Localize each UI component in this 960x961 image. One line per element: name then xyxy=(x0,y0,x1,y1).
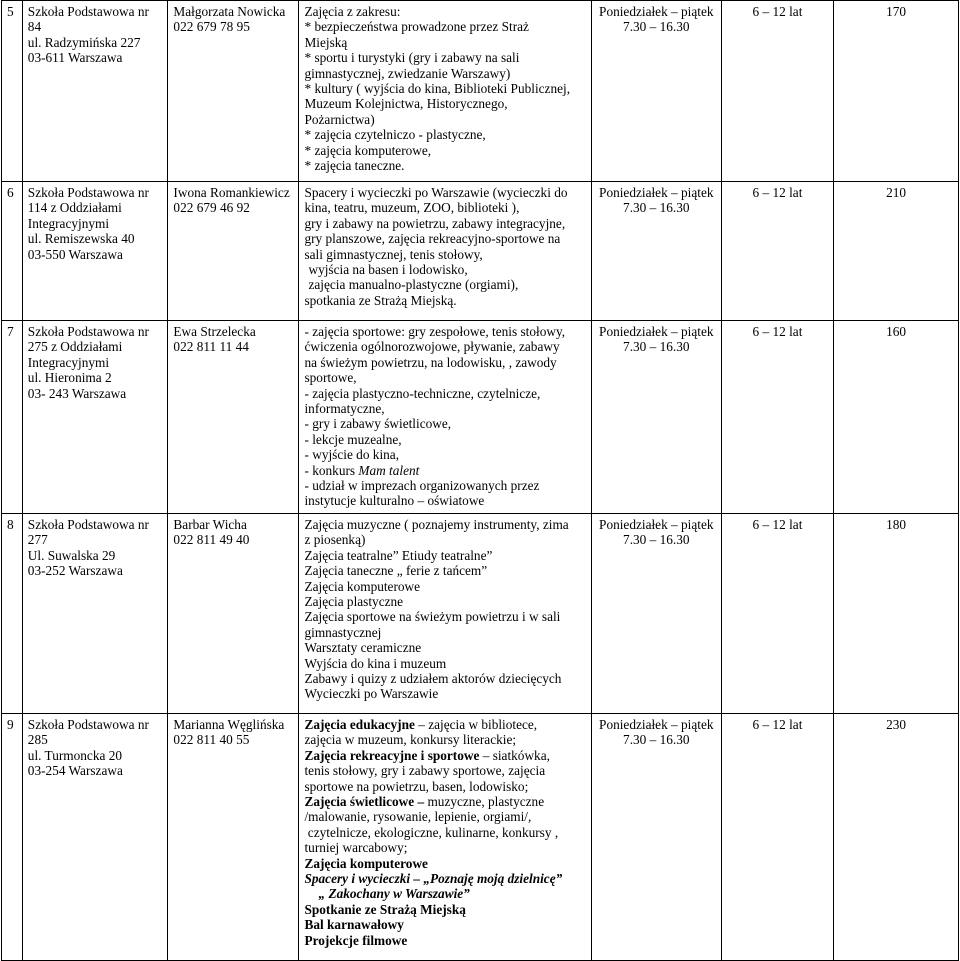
activity-line: gry planszowe, zajęcia rekreacyjno-sportowe na xyxy=(304,231,561,247)
activity-line: kina, teatru, muzeum, ZOO, biblioteki ), xyxy=(304,200,520,216)
activity-line: * bezpieczeństwa prowadzone przez Straż xyxy=(304,19,529,35)
activity-line: Zajęcia muzyczne ( poznajemy instrumenty, zima xyxy=(304,516,569,532)
hours-cell xyxy=(591,321,721,514)
activity-line: Muzeum Kolejnictwa, Historycznego, xyxy=(304,96,508,112)
activity-line: gimnastycznej, zwiedzanie Warszawy) xyxy=(304,65,511,81)
contact-cell xyxy=(168,1,299,182)
hours-time: 7.30 – 16.30 xyxy=(623,200,690,216)
activity-line: zajęcia manualno-plastyczne (orgiami), xyxy=(308,277,519,293)
activity-line: na świeżym powietrzu, na lodowisku, , zawody xyxy=(304,354,557,370)
school-line: Ul. Suwalska 29 xyxy=(27,547,116,563)
activity-line: Spacery i wycieczki po Warszawie (wycieczki do xyxy=(304,185,568,200)
contact-name: Barbar Wicha xyxy=(173,516,247,532)
activity-line: Zajęcia sportowe na świeżym powietrzu i w sali xyxy=(304,609,561,625)
school-line: 03- 243 Warszawa xyxy=(27,385,127,401)
activity-heading: Zajęcia świetlicowe – xyxy=(304,793,425,809)
activities-cell xyxy=(299,182,591,321)
count-cell: 180 xyxy=(834,513,959,713)
activity-line xyxy=(304,717,585,732)
activity-heading: Zajęcia komputerowe xyxy=(304,855,428,871)
activity-line: Zajęcia komputerowe xyxy=(304,578,421,594)
count-cell: 160 xyxy=(834,321,959,514)
school-line: Integracyjnymi xyxy=(27,354,110,370)
school-cell xyxy=(22,321,168,514)
activity-line: sali gimnastycznej, tenis stołowy, xyxy=(304,246,483,262)
activity-line: tenis stołowy, gry i zabawy sportowe, zajęcia xyxy=(304,763,546,779)
row-number: 9 xyxy=(2,713,23,960)
contact-name: Ewa Strzelecka xyxy=(173,324,256,339)
table-row xyxy=(2,1,959,182)
age-cell: 6 – 12 lat xyxy=(721,1,833,182)
contact-phone: 022 679 46 92 xyxy=(173,200,250,216)
activity-line: zajęcia w muzeum, konkursy literackie; xyxy=(304,732,517,748)
activity-line: Warsztaty ceramiczne xyxy=(304,640,422,656)
row-number: 7 xyxy=(2,321,23,514)
school-line: 03-550 Warszawa xyxy=(27,246,123,262)
age-cell: 6 – 12 lat xyxy=(721,713,833,960)
contact-phone: 022 811 11 44 xyxy=(173,339,249,355)
activity-line: turniej warcabowy; xyxy=(304,840,408,856)
school-line: ul. Radzymińska 227 xyxy=(27,34,141,50)
activities-cell xyxy=(299,321,591,514)
school-line: Integracyjnymi xyxy=(27,215,110,231)
activity-line xyxy=(304,886,585,901)
activities-cell xyxy=(299,1,591,182)
activity-line xyxy=(304,902,585,917)
hours-time: 7.30 – 16.30 xyxy=(623,339,690,355)
count-cell: 210 xyxy=(834,182,959,321)
contact-cell xyxy=(168,513,299,713)
activity-line: - zajęcia plastyczno-techniczne, czytelnicze, xyxy=(304,385,541,401)
activity-line: gimnastycznej xyxy=(304,624,382,640)
activity-line xyxy=(304,463,585,478)
activity-line xyxy=(304,794,585,809)
activity-line: Pożarnictwa) xyxy=(304,111,375,127)
activity-line: * zajęcia czytelniczo - plastyczne, xyxy=(304,127,486,143)
activity-line: * zajęcia taneczne. xyxy=(304,158,405,174)
activity-heading: „ Zakochany w Warszawie” xyxy=(318,886,470,902)
activity-line: ćwiczenia ogólnorozwojowe, pływanie, zabawy xyxy=(304,339,560,355)
contact-cell xyxy=(168,321,299,514)
activity-line: - udział w imprezach organizowanych przez xyxy=(304,478,540,494)
activity-text: – zajęcia w bibliotece, xyxy=(414,716,538,732)
contact-cell xyxy=(168,182,299,321)
hours-days: Poniedziałek – piątek xyxy=(599,716,714,732)
contact-cell xyxy=(168,713,299,960)
activity-line xyxy=(304,933,585,948)
activity-text: – siatkówka, xyxy=(479,747,550,763)
contact-name: Marianna Węglińska xyxy=(173,716,285,732)
contact-name: Iwona Romankiewicz xyxy=(173,185,290,200)
school-cell xyxy=(22,713,168,960)
activity-line: czytelnicze, ekologiczne, kulinarne, konkursy , xyxy=(304,824,559,840)
activity-line: Zajęcia z zakresu: xyxy=(304,4,401,19)
activity-line: z piosenką) xyxy=(304,532,366,548)
activity-line: informatyczne, xyxy=(304,401,385,417)
activity-heading: Spacery i wycieczki – „Poznaję moją dzielnicę” xyxy=(304,870,563,886)
hours-time: 7.30 – 16.30 xyxy=(623,532,690,548)
activities-cell xyxy=(299,713,591,960)
activities-cell xyxy=(299,513,591,713)
activity-line: Miejską xyxy=(304,34,348,50)
activity-line: * kultury ( wyjścia do kina, Biblioteki Publicznej, xyxy=(304,81,571,97)
activity-line: instytucje kulturalno – oświatowe xyxy=(304,493,485,509)
count-cell: 170 xyxy=(834,1,959,182)
count-cell: 230 xyxy=(834,713,959,960)
school-line: 114 z Oddziałami xyxy=(27,200,122,216)
activity-line xyxy=(304,856,585,871)
activity-line: * zajęcia komputerowe, xyxy=(304,142,432,158)
activity-line: - gry i zabawy świetlicowe, xyxy=(304,416,452,432)
activity-text: - konkurs xyxy=(304,462,359,478)
school-line: ul. Remiszewska 40 xyxy=(27,231,135,247)
contact-phone: 022 679 78 95 xyxy=(173,19,250,35)
hours-days: Poniedziałek – piątek xyxy=(599,4,714,19)
activity-heading: Projekcje filmowe xyxy=(304,932,408,948)
school-line: ul. Hieronima 2 xyxy=(27,370,112,386)
activity-line: sportowe, xyxy=(304,370,357,386)
row-number: 6 xyxy=(2,182,23,321)
school-line: 277 xyxy=(27,532,48,548)
activity-line: /malowanie, rysowanie, lepienie, orgiami/, xyxy=(304,809,532,825)
activity-text: muzyczne, plastyczne xyxy=(424,793,545,809)
activity-line: Wycieczki po Warszawie xyxy=(304,686,439,702)
school-cell xyxy=(22,182,168,321)
school-line: 285 xyxy=(27,732,48,748)
table-row xyxy=(2,182,959,321)
table-row xyxy=(2,513,959,713)
activity-line: Zajęcia plastyczne xyxy=(304,593,404,609)
row-number: 5 xyxy=(2,1,23,182)
contest-title: Mam talent xyxy=(358,462,420,478)
activity-line: Zajęcia teatralne” Etiudy teatralne” xyxy=(304,547,493,563)
activity-heading: Bal karnawałowy xyxy=(304,917,404,933)
contact-phone: 022 811 40 55 xyxy=(173,732,250,748)
school-line: 275 z Oddziałami xyxy=(27,339,123,355)
activity-line: - lekcje muzealne, xyxy=(304,431,402,447)
activity-line: Zajęcia taneczne „ ferie z tańcem” xyxy=(304,563,488,579)
hours-cell xyxy=(591,182,721,321)
age-cell: 6 – 12 lat xyxy=(721,182,833,321)
hours-days: Poniedziałek – piątek xyxy=(599,516,714,532)
activity-heading: Zajęcia edukacyjne xyxy=(304,716,415,732)
school-cell xyxy=(22,513,168,713)
school-line: ul. Turmoncka 20 xyxy=(27,747,122,763)
activity-line xyxy=(304,748,585,763)
hours-cell xyxy=(591,1,721,182)
activity-line: Wyjścia do kina i muzeum xyxy=(304,655,447,671)
activity-heading: Spotkanie ze Strażą Miejską xyxy=(304,901,466,917)
school-line: Szkoła Podstawowa nr xyxy=(27,324,149,339)
activity-line: spotkania ze Strażą Miejską. xyxy=(304,292,457,308)
activity-line xyxy=(304,917,585,932)
hours-time: 7.30 – 16.30 xyxy=(623,19,690,35)
table-row xyxy=(2,321,959,514)
hours-days: Poniedziałek – piątek xyxy=(599,185,714,200)
hours-cell xyxy=(591,513,721,713)
age-cell: 6 – 12 lat xyxy=(721,321,833,514)
activity-line: - zajęcia sportowe: gry zespołowe, tenis stołowy, xyxy=(304,324,566,339)
school-line: 03-252 Warszawa xyxy=(27,563,123,579)
contact-name: Małgorzata Nowicka xyxy=(173,4,286,19)
activity-heading: Zajęcia rekreacyjne i sportowe xyxy=(304,747,480,763)
activity-line: wyjścia na basen i lodowisko, xyxy=(308,262,468,278)
school-line: Szkoła Podstawowa nr 84 xyxy=(27,4,149,35)
contact-phone: 022 811 49 40 xyxy=(173,532,250,548)
activity-line: gry i zabawy na powietrzu, zabawy integracyjne, xyxy=(304,215,566,231)
activity-line: Zabawy i quizy z udziałem aktorów dziecięcych xyxy=(304,670,562,686)
school-line: 03-254 Warszawa xyxy=(27,763,123,779)
hours-time: 7.30 – 16.30 xyxy=(623,732,690,748)
activity-line xyxy=(304,871,585,886)
schools-table xyxy=(1,0,959,961)
activity-line: - wyjście do kina, xyxy=(304,447,400,463)
school-line: 03-611 Warszawa xyxy=(27,50,123,66)
school-line: Szkoła Podstawowa nr xyxy=(27,716,149,732)
school-line: Szkoła Podstawowa nr xyxy=(27,185,149,200)
activity-line: sportowe na powietrzu, basen, lodowisko; xyxy=(304,778,529,794)
row-number: 8 xyxy=(2,513,23,713)
school-cell xyxy=(22,1,168,182)
age-cell: 6 – 12 lat xyxy=(721,513,833,713)
table-row xyxy=(2,713,959,960)
activity-line: * sportu i turystyki (gry i zabawy na sali xyxy=(304,50,520,66)
hours-days: Poniedziałek – piątek xyxy=(599,324,714,339)
school-line: Szkoła Podstawowa nr xyxy=(27,516,149,532)
hours-cell xyxy=(591,713,721,960)
